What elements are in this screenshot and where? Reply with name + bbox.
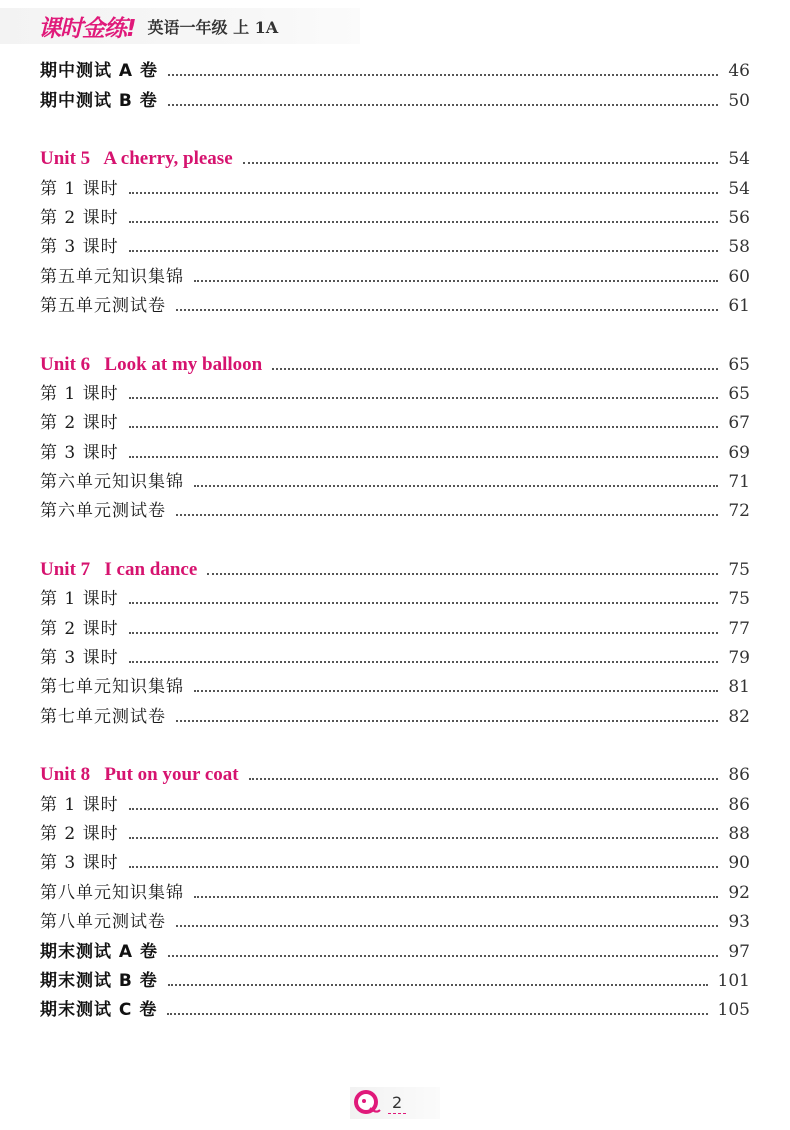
toc-entry <box>40 54 750 83</box>
dot-leader <box>129 866 719 868</box>
toc-entry-label: Unit 5 A cherry, please <box>40 148 233 170</box>
toc-entry-label: 第 3 课时 <box>40 853 119 874</box>
toc-entry <box>40 993 750 1022</box>
toc-entry-label: 期末测试 A 卷 <box>40 941 158 962</box>
dot-leader <box>207 573 718 575</box>
page-header <box>0 8 360 44</box>
toc-entry-label: 第六单元测试卷 <box>40 501 166 522</box>
toc-entry-page: 82 <box>728 706 750 727</box>
toc-entry <box>40 582 750 611</box>
toc-entry <box>40 875 750 904</box>
toc-entry <box>40 817 750 846</box>
toc-entry <box>40 377 750 406</box>
toc-entry-page: 69 <box>728 442 750 463</box>
toc-entry-label: 第 3 课时 <box>40 442 119 463</box>
page-footer <box>350 1087 440 1119</box>
toc-entry-page: 105 <box>717 1000 750 1021</box>
toc-entry-label: 第 2 课时 <box>40 413 119 434</box>
toc-entry-label: 第八单元知识集锦 <box>40 882 184 903</box>
toc-entry-page: 97 <box>728 941 750 962</box>
toc-entry-page: 65 <box>728 354 750 375</box>
toc-entry <box>40 787 750 816</box>
toc-entry <box>40 259 750 288</box>
toc-entry-label: 第七单元知识集锦 <box>40 677 184 698</box>
dot-leader <box>194 896 718 898</box>
toc-entry-label: 期末测试 B 卷 <box>40 970 158 991</box>
dot-leader <box>194 280 718 282</box>
dot-leader <box>129 632 719 634</box>
toc-entry-label: 期中测试 B 卷 <box>40 90 158 111</box>
dot-leader <box>167 1013 707 1015</box>
toc-entry-page: 77 <box>728 618 750 639</box>
toc-entry-page: 86 <box>728 765 750 786</box>
toc-entry <box>40 230 750 259</box>
dot-leader <box>129 837 719 839</box>
dot-leader <box>243 162 719 164</box>
toc-entry <box>40 494 750 523</box>
toc-entry-label: Unit 7 I can dance <box>40 558 198 580</box>
toc-entry-label: 期末测试 C 卷 <box>40 1000 158 1021</box>
brand-logo: 课时金练! <box>38 15 136 42</box>
toc-entry-label: Unit 8 Put on your coat <box>40 764 239 786</box>
toc-entry-page: 71 <box>728 472 750 493</box>
toc-entry-label: 第 2 课时 <box>40 823 119 844</box>
dot-leader <box>129 250 719 252</box>
dot-leader <box>129 661 719 663</box>
toc-entry-page: 81 <box>728 677 750 698</box>
dot-leader <box>168 104 719 106</box>
toc-entry-label: 第 2 课时 <box>40 207 119 228</box>
toc-entry-page: 58 <box>728 237 750 258</box>
toc-entry-page: 93 <box>728 912 750 933</box>
dot-leader <box>129 426 719 428</box>
toc-entry-page: 92 <box>728 882 750 903</box>
toc-entry-label: 第 1 课时 <box>40 589 119 610</box>
dot-leader <box>129 221 719 223</box>
toc-entry-label: 第五单元测试卷 <box>40 296 166 317</box>
toc-entry-page: 54 <box>728 178 750 199</box>
dot-leader <box>176 309 718 311</box>
dot-leader <box>129 192 719 194</box>
toc-entry <box>40 201 750 230</box>
toc-entry <box>40 435 750 464</box>
dot-leader <box>176 925 718 927</box>
dot-leader <box>129 456 719 458</box>
toc-entry-label: 期中测试 A 卷 <box>40 61 158 82</box>
toc-entry-page: 75 <box>728 589 750 610</box>
toc-entry-page: 65 <box>728 383 750 404</box>
dot-leader <box>168 984 708 986</box>
toc-entry <box>40 670 750 699</box>
dot-leader <box>168 74 718 76</box>
toc-entry <box>40 611 750 640</box>
toc-entry <box>40 289 750 318</box>
toc-entry-page: 46 <box>728 61 750 82</box>
dot-leader <box>176 720 718 722</box>
toc-unit-heading <box>40 347 750 376</box>
toc-entry <box>40 406 750 435</box>
toc-entry-label: 第七单元测试卷 <box>40 706 166 727</box>
dot-leader <box>249 778 719 780</box>
toc-entry-page: 67 <box>728 413 750 434</box>
toc-entry-page: 50 <box>728 90 750 111</box>
toc-entry-page: 88 <box>728 823 750 844</box>
toc-entry-label: 第八单元测试卷 <box>40 912 166 933</box>
toc-entry <box>40 641 750 670</box>
toc-entry <box>40 171 750 200</box>
dot-leader <box>168 955 718 957</box>
toc-entry <box>40 83 750 112</box>
toc-entry-page: 101 <box>717 970 750 991</box>
toc-entry-page: 72 <box>728 501 750 522</box>
toc-unit-heading <box>40 142 750 171</box>
page-number: 2 <box>388 1093 406 1114</box>
dot-leader <box>176 514 718 516</box>
dot-leader <box>129 397 719 399</box>
toc-entry-page: 61 <box>728 296 750 317</box>
toc-entry <box>40 846 750 875</box>
toc-entry-page: 56 <box>728 207 750 228</box>
toc-entry-page: 60 <box>728 266 750 287</box>
toc-entry-label: 第五单元知识集锦 <box>40 266 184 287</box>
toc-entry-label: 第 1 课时 <box>40 794 119 815</box>
toc-entry <box>40 905 750 934</box>
dot-leader <box>129 602 719 604</box>
toc-unit-heading <box>40 758 750 787</box>
toc-entry-page: 75 <box>728 559 750 580</box>
toc-entry-page: 79 <box>728 648 750 669</box>
toc-entry-label: Unit 6 Look at my balloon <box>40 353 263 375</box>
toc-entry-label: 第 3 课时 <box>40 648 119 669</box>
toc-entry-label: 第六单元知识集锦 <box>40 472 184 493</box>
toc-entry-page: 90 <box>728 853 750 874</box>
toc-entry <box>40 964 750 993</box>
mascot-icon <box>352 1088 382 1118</box>
toc-entry-page: 54 <box>728 149 750 170</box>
toc-entry-label: 第 1 课时 <box>40 178 119 199</box>
dot-leader <box>194 690 718 692</box>
toc-entry-label: 第 2 课时 <box>40 618 119 639</box>
book-subject: 英语一年级 上 1A <box>147 17 279 37</box>
toc-entry <box>40 699 750 728</box>
toc-entry-label: 第 3 课时 <box>40 237 119 258</box>
dot-leader <box>272 368 718 370</box>
dot-leader <box>129 808 719 810</box>
toc-entry <box>40 934 750 963</box>
toc-unit-heading <box>40 552 750 581</box>
toc-entry <box>40 465 750 494</box>
dot-leader <box>194 485 718 487</box>
toc-entry-page: 86 <box>728 794 750 815</box>
toc-entry-label: 第 1 课时 <box>40 383 119 404</box>
table-of-contents <box>40 54 750 1022</box>
